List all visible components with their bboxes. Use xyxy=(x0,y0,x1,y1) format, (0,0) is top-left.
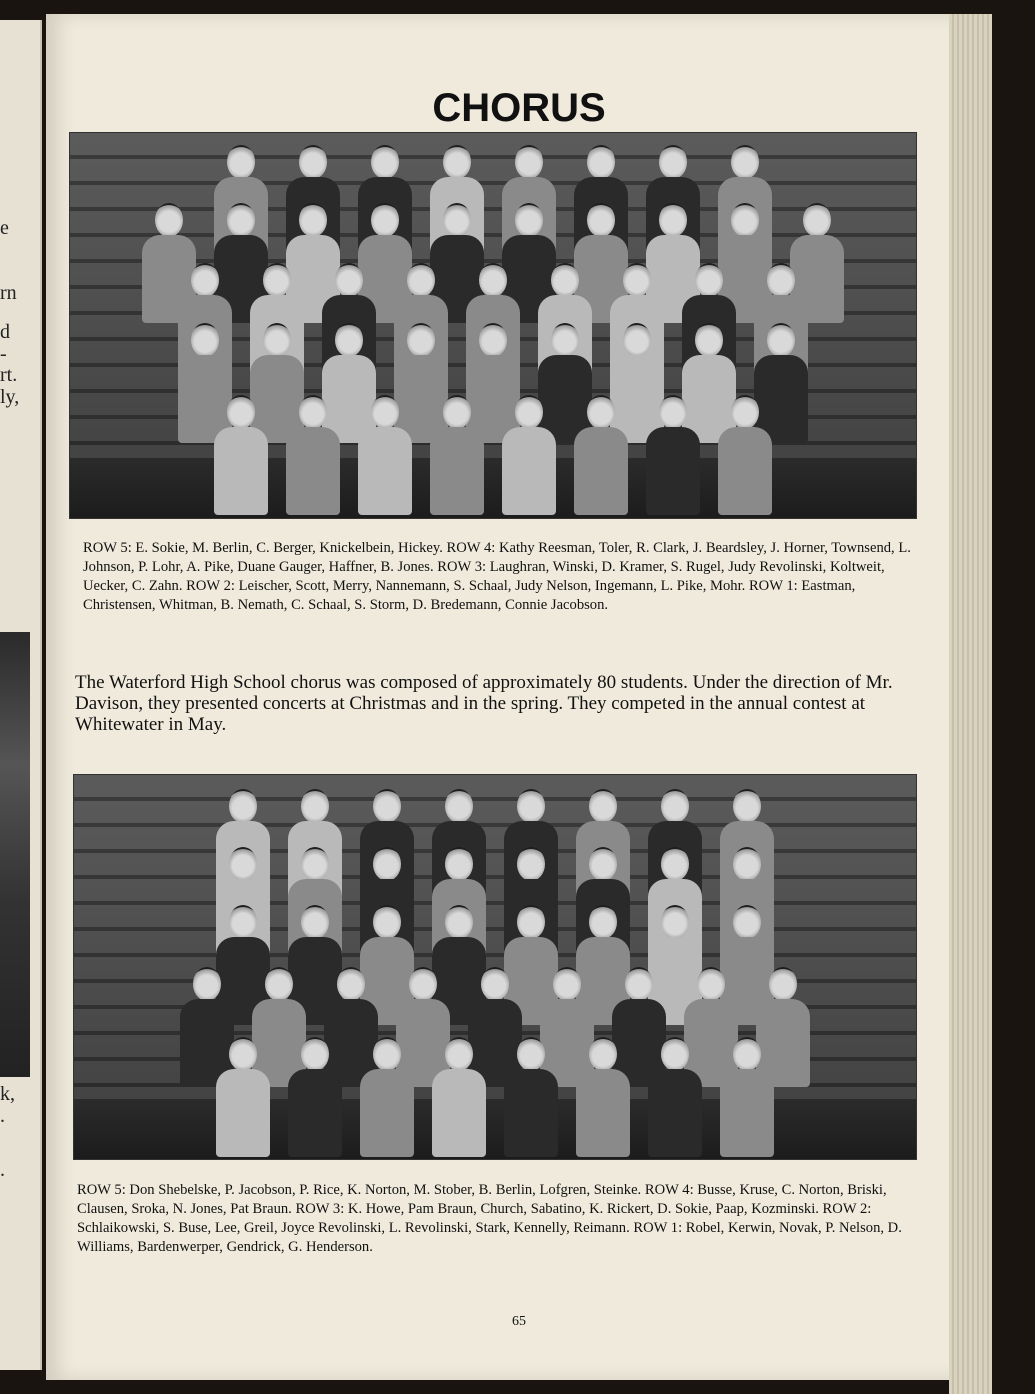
student-figure xyxy=(570,395,632,515)
left-page-fragment: . xyxy=(0,1105,5,1127)
student-figure xyxy=(716,1037,778,1157)
group-photo-bottom xyxy=(73,774,917,1160)
left-page-fragment: - xyxy=(0,343,7,365)
student-figure xyxy=(572,1037,634,1157)
left-page-fragment: ly, xyxy=(0,386,20,408)
left-page-fragment: e xyxy=(0,217,9,239)
student-figure xyxy=(500,1037,562,1157)
chorus-description: The Waterford High School chorus was composed of approximately 80 students. Under the direction of Mr. Davison, they presented concerts at Christmas and in the spring. They competed in the annual contest at Whitewater in May. xyxy=(75,672,893,735)
page-number: 65 xyxy=(512,1314,526,1329)
left-page-fragment: d xyxy=(0,321,10,343)
left-page-fragment: rn xyxy=(0,282,17,304)
student-figure xyxy=(714,395,776,515)
photo-row xyxy=(70,395,916,515)
student-figure xyxy=(354,395,416,515)
student-figure xyxy=(356,1037,418,1157)
left-page-photo-fragment xyxy=(0,632,30,1077)
student-figure xyxy=(284,1037,346,1157)
left-facing-page xyxy=(0,20,42,1370)
student-figure xyxy=(282,395,344,515)
group-photo-top xyxy=(69,132,917,519)
page-edges xyxy=(949,14,992,1394)
left-page-fragment: . xyxy=(0,1159,5,1181)
yearbook-page xyxy=(46,14,992,1380)
student-figure xyxy=(212,1037,274,1157)
student-figure xyxy=(426,395,488,515)
student-figure xyxy=(642,395,704,515)
caption-bottom: ROW 5: Don Shebelske, P. Jacobson, P. Rice, K. Norton, M. Stober, B. Berlin, Lofgren, Steinke. ROW 4: Busse, Kruse, C. Norton, Briski, Clausen, Sroka, N. Jones, Pat Braun. ROW 3: K. Howe, Pam Braun, Church, Sabatino, K. Rickert, D. Sokie, Paap, Kozminski. ROW 2: Schlaikowski, S. Buse, Lee, Greil, Joyce Revolinski, L. Revolinski, Stark, Kennelly, Reimann. ROW 1: Robel, Kerwin, Novak, P. Nelson, D. Williams, Bardenwerper, Gendrick, G. Henderson. xyxy=(77,1182,902,1255)
left-page-fragment: rt. xyxy=(0,364,18,386)
student-figure xyxy=(498,395,560,515)
student-figure xyxy=(210,395,272,515)
page-title: CHORUS xyxy=(432,86,606,130)
photo-row xyxy=(74,1037,916,1157)
left-page-fragment: k, xyxy=(0,1083,15,1105)
caption-top: ROW 5: E. Sokie, M. Berlin, C. Berger, Knickelbein, Hickey. ROW 4: Kathy Reesman, Toler, R. Clark, J. Beardsley, J. Horner, Townsend, L. Johnson, P. Lohr, A. Pike, Duane Gauger, Haffner, B. Jones. ROW 3: Laughran, Winski, D. Kramer, S. Rugel, Judy Revolinski, Koltweit, Uecker, C. Zahn. ROW 2: Leischer, Scott, Merry, Nannemann, S. Schaal, Judy Nelson, Ingemann, L. Pike, Mohr. ROW 1: Eastman, Christensen, Whitman, B. Nemath, C. Schaal, S. Storm, D. Bredemann, Connie Jacobson. xyxy=(83,540,911,613)
student-figure xyxy=(428,1037,490,1157)
student-figure xyxy=(644,1037,706,1157)
